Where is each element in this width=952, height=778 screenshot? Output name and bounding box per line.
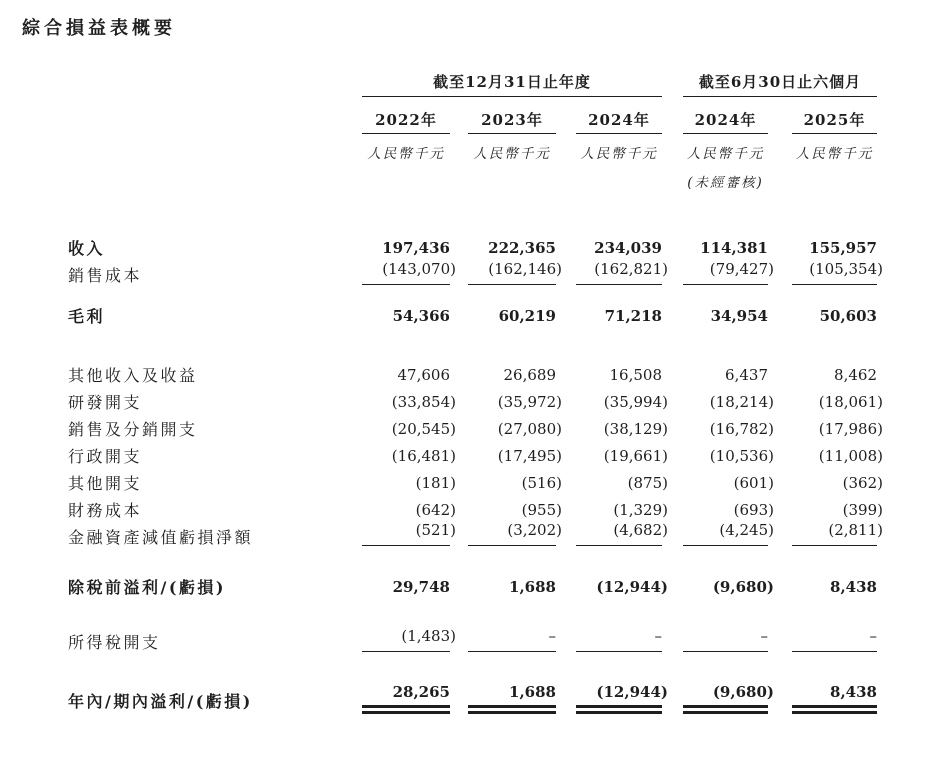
year-header-2024: 2024年 — [576, 96, 662, 133]
row-label: 所得稅開支 — [68, 633, 161, 652]
value-cell: 47,606 — [397, 365, 450, 384]
unaudited-note-row — [68, 163, 877, 192]
value-cell: (642) — [415, 500, 456, 519]
column-gap — [556, 230, 576, 257]
column-gap — [468, 163, 556, 192]
value-cell: (143,070) — [362, 257, 450, 284]
value-cell: (9,680) — [683, 683, 768, 710]
currency-unit: 人民幣千元 — [367, 146, 445, 162]
column-gap — [576, 163, 662, 192]
value-cell: (27,080) — [497, 419, 562, 438]
value-cell: (9,680) — [712, 578, 774, 596]
spacer-row — [68, 192, 877, 230]
value-cell: – — [576, 624, 662, 651]
value-cell: (33,854) — [391, 392, 456, 411]
row-label: 研發開支 — [68, 392, 143, 412]
value-cell: (693) — [733, 500, 774, 519]
column-gap — [450, 569, 468, 596]
currency-unit-row — [68, 133, 877, 163]
column-gap — [662, 230, 683, 257]
column-gap — [68, 133, 362, 163]
value-cell: (162,821) — [576, 257, 662, 284]
value-cell: 6,437 — [725, 365, 768, 384]
value-cell: 222,365 — [488, 239, 556, 257]
value-cell: 50,603 — [819, 306, 877, 325]
column-gap — [556, 357, 576, 384]
row-label: 其他開支 — [68, 473, 143, 493]
column-gap — [362, 163, 450, 192]
value-cell: (16,481) — [391, 446, 456, 465]
column-gap — [556, 133, 576, 163]
column-gap — [68, 163, 362, 192]
table-row-gross-profit — [68, 298, 877, 325]
year-header-2025-interim: 2025年 — [792, 96, 877, 133]
value-cell: 8,438 — [830, 578, 877, 596]
table-row-other-income — [68, 357, 877, 384]
table-row-cost-of-sales — [68, 257, 877, 284]
column-gap — [556, 298, 576, 325]
column-gap — [68, 96, 362, 133]
value-cell: – — [683, 624, 768, 651]
value-cell: 16,508 — [609, 365, 662, 384]
value-cell: (601) — [733, 473, 774, 492]
column-gap — [662, 357, 683, 384]
column-gap — [450, 96, 468, 133]
value-cell: (1,483) — [362, 624, 450, 651]
column-gap — [662, 96, 683, 133]
value-cell: 26,689 — [503, 365, 556, 384]
value-cell: (20,545) — [391, 419, 456, 438]
value-cell: 8,462 — [834, 365, 877, 384]
row-label: 銷售及分銷開支 — [68, 419, 198, 439]
currency-unit: 人民幣千元 — [686, 146, 765, 162]
column-gap — [662, 624, 683, 651]
value-cell: (181) — [415, 473, 456, 492]
value-cell: 1,688 — [509, 578, 556, 596]
value-cell: 60,219 — [498, 306, 556, 325]
value-cell: (875) — [627, 473, 668, 492]
currency-unit: 人民幣千元 — [795, 146, 874, 162]
value-cell: (17,495) — [497, 446, 562, 465]
year-header-2022: 2022年 — [362, 96, 450, 133]
column-gap — [662, 72, 683, 96]
column-gap — [450, 163, 468, 192]
value-cell: (105,354) — [792, 257, 877, 284]
income-statement-table — [68, 72, 883, 714]
column-gap — [556, 624, 576, 651]
table-row-profit-for-period — [68, 683, 877, 710]
value-cell: – — [468, 624, 556, 651]
table-row-other-expenses — [68, 465, 877, 492]
column-gap — [68, 72, 362, 96]
column-group-annual: 截至12月31日止年度 — [362, 72, 662, 96]
value-cell: (162,146) — [468, 257, 556, 284]
table-row-income-tax — [68, 624, 877, 651]
value-cell: (38,129) — [603, 419, 668, 438]
spacer-row — [68, 651, 877, 683]
row-label: 收入 — [68, 239, 106, 258]
value-cell: 1,688 — [468, 683, 556, 710]
value-cell: (516) — [521, 473, 562, 492]
value-cell: 34,954 — [710, 306, 768, 325]
table-row-selling-expenses — [68, 411, 877, 438]
value-cell: (11,008) — [818, 446, 883, 465]
value-cell: (10,536) — [709, 446, 774, 465]
column-gap — [450, 230, 468, 257]
page-title: 綜合損益表概要 — [22, 18, 176, 39]
column-gap — [556, 163, 576, 192]
value-cell: (35,994) — [603, 392, 668, 411]
table-row-rnd-expenses — [68, 384, 877, 411]
table-row-impairment-losses — [68, 519, 877, 546]
column-gap — [450, 133, 468, 163]
value-cell: 29,748 — [392, 578, 450, 596]
value-cell: 155,957 — [809, 239, 877, 257]
row-label: 金融資產減值虧損淨額 — [68, 527, 254, 547]
value-cell: (3,202) — [468, 519, 556, 546]
year-header-2024-interim: 2024年 — [683, 96, 768, 133]
value-cell: (955) — [521, 500, 562, 519]
column-gap — [556, 569, 576, 596]
value-cell: (16,782) — [709, 419, 774, 438]
row-label: 其他收入及收益 — [68, 365, 198, 385]
table-row-finance-costs — [68, 492, 877, 519]
column-gap — [768, 133, 792, 163]
column-gap — [450, 357, 468, 384]
row-label: 行政開支 — [68, 446, 143, 466]
value-cell: 234,039 — [594, 239, 662, 257]
value-cell: (19,661) — [603, 446, 668, 465]
year-header-2023: 2023年 — [468, 96, 556, 133]
value-cell: (12,944) — [596, 578, 668, 596]
unaudited-note: (未經審核) — [687, 175, 764, 191]
column-gap — [768, 298, 792, 325]
column-gap — [768, 357, 792, 384]
row-label: 銷售成本 — [68, 266, 143, 285]
value-cell: 114,381 — [700, 239, 768, 257]
value-cell: – — [792, 624, 877, 651]
value-cell: (2,811) — [792, 519, 877, 546]
row-label: 財務成本 — [68, 500, 143, 520]
column-gap — [792, 163, 877, 192]
column-gap — [768, 230, 792, 257]
spacer-row — [68, 546, 877, 570]
table-row-admin-expenses — [68, 438, 877, 465]
table-row-revenue — [68, 230, 877, 257]
column-gap — [768, 163, 792, 192]
value-cell: (521) — [362, 519, 450, 546]
row-label: 年內/期內溢利/(虧損) — [68, 691, 253, 711]
value-cell: (17,986) — [818, 419, 883, 438]
currency-unit: 人民幣千元 — [580, 146, 658, 162]
row-label: 除稅前溢利/(虧損) — [68, 578, 226, 597]
value-cell: (362) — [842, 473, 883, 492]
value-cell: 8,438 — [792, 683, 877, 710]
spacer-row — [68, 596, 877, 624]
value-cell: 28,265 — [362, 683, 450, 710]
spacer-row — [68, 284, 877, 298]
value-cell: (399) — [842, 500, 883, 519]
value-cell: (79,427) — [683, 257, 768, 284]
value-cell: (4,245) — [683, 519, 768, 546]
column-gap — [662, 133, 683, 163]
column-gap — [662, 298, 683, 325]
currency-unit: 人民幣千元 — [473, 146, 551, 162]
spacer-row — [68, 325, 877, 357]
value-cell: (12,944) — [576, 683, 662, 710]
table-row-profit-before-tax — [68, 569, 877, 596]
column-gap — [556, 683, 576, 710]
value-cell: (35,972) — [497, 392, 562, 411]
value-cell: (4,682) — [576, 519, 662, 546]
value-cell: (18,061) — [818, 392, 883, 411]
year-header-row — [68, 96, 877, 133]
value-cell: 54,366 — [392, 306, 450, 325]
column-gap — [662, 163, 683, 192]
column-gap — [556, 96, 576, 133]
column-group-interim: 截至6月30日止六個月 — [683, 72, 877, 96]
value-cell: (1,329) — [613, 500, 668, 519]
value-cell: 197,436 — [382, 239, 450, 257]
value-cell: 71,218 — [604, 306, 662, 325]
column-gap — [450, 298, 468, 325]
value-cell: (18,214) — [709, 392, 774, 411]
column-gap — [768, 624, 792, 651]
column-gap — [768, 96, 792, 133]
column-gap — [450, 683, 468, 710]
column-group-header-row — [68, 72, 877, 96]
row-label: 毛利 — [68, 306, 106, 326]
